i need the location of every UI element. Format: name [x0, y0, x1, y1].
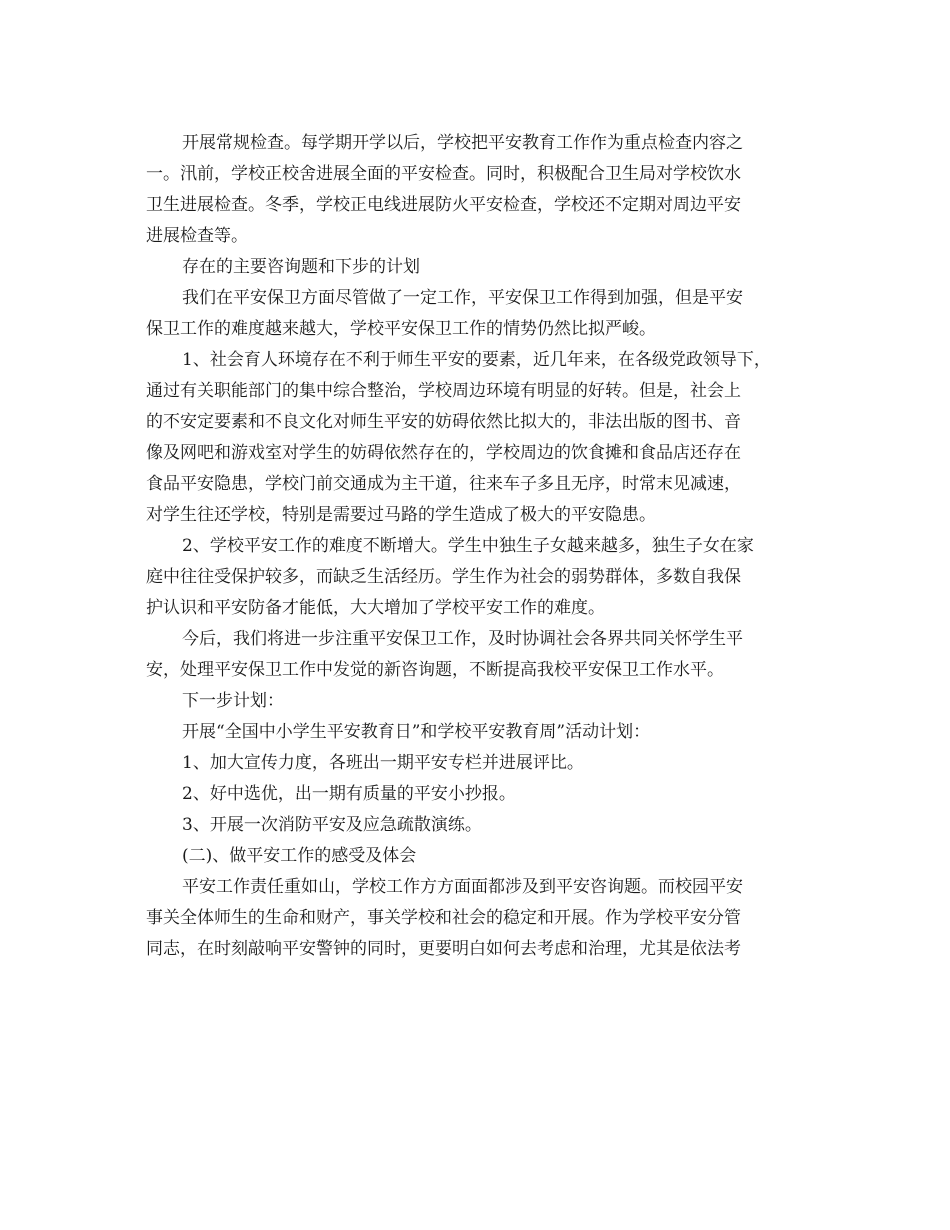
text-line: (二)、做平安工作的感受及体会: [182, 846, 417, 866]
text-line: 食品平安隐患，学校门前交通成为主干道，往来车子多且无序，时常末见减速，: [146, 474, 741, 494]
text-line: 我们在平安保卫方面尽管做了一定工作，平安保卫工作得到加强，但是平安: [182, 288, 743, 308]
text-line: 下一步计划：: [182, 691, 284, 711]
text-line: 的不安定要素和不良文化对师生平安的妨碍依然比拟大的，非法出版的图书、音: [146, 412, 741, 432]
text-line: 事关全体师生的生命和财产，事关学校和社会的稳定和开展。作为学校平安分管: [146, 908, 741, 928]
text-line: 开展常规检查。每学期开学以后，学校把平安教育工作作为重点检查内容之: [182, 133, 743, 153]
text-line: 3、开展一次消防平安及应急疏散演练。: [182, 815, 482, 835]
text-line: 安，处理平安保卫工作中发觉的新咨询题，不断提高我校平安保卫工作水平。: [146, 660, 724, 680]
text-line: 开展“全国中小学生平安教育日”和学校平安教育周”活动计划：: [182, 722, 651, 742]
text-line: 1、社会育人环境存在不利于师生平安的要素，近几年来，在各级党政领导下，: [182, 350, 771, 370]
text-line: 2、学校平安工作的难度不断增大。学生中独生子女越来越多，独生子女在家: [182, 536, 754, 556]
text-line: 今后，我们将进一步注重平安保卫工作，及时协调社会各界共同关怀学生平: [182, 629, 743, 649]
text-line: 2、好中选优，出一期有质量的平安小抄报。: [182, 784, 516, 804]
text-line: 通过有关职能部门的集中综合整治，学校周边环境有明显的好转。但是，社会上: [146, 381, 741, 401]
text-line: 对学生往还学校，特别是需要过马路的学生造成了极大的平安隐患。: [146, 505, 656, 525]
text-line: 存在的主要咨询题和下步的计划: [182, 257, 420, 277]
text-line: 像及网吧和游戏室对学生的妨碍依然存在的，学校周边的饮食摊和食品店还存在: [146, 443, 741, 463]
text-line: 平安工作责任重如山，学校工作方方面面都涉及到平安咨询题。而校园平安: [182, 877, 743, 897]
text-line: 庭中往往受保护较多，而缺乏生活经历。学生作为社会的弱势群体，多数自我保: [146, 567, 741, 587]
text-line: 护认识和平安防备才能低，大大增加了学校平安工作的难度。: [146, 598, 605, 618]
text-line: 1、加大宣传力度，各班出一期平安专栏并进展评比。: [182, 753, 584, 773]
text-line: 保卫工作的难度越来越大，学校平安保卫工作的情势仍然比拟严峻。: [146, 319, 656, 339]
text-line: 进展检查等。: [146, 226, 248, 246]
text-line: 同志，在时刻敲响平安警钟的同时，更要明白如何去考虑和治理，尤其是依法考: [146, 939, 741, 959]
text-line: 卫生进展检查。冬季，学校正电线进展防火平安检查，学校还不定期对周边平安: [146, 195, 741, 215]
document-body: [146, 128, 826, 965]
text-line: 一。汛前，学校正校舍进展全面的平安检查。同时，积极配合卫生局对学校饮水: [146, 164, 741, 184]
